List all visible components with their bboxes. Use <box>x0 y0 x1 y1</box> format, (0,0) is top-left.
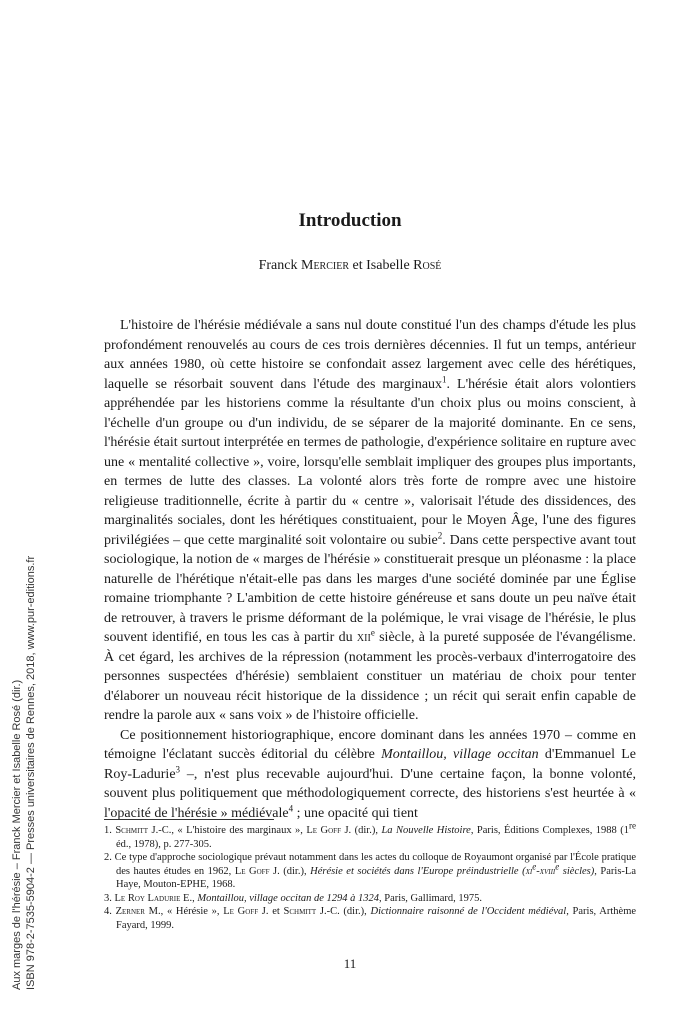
author-name: Le Goff <box>234 865 270 877</box>
footnote-text: , Paris, Éditions Complexes, 1988 (1 <box>470 825 630 836</box>
book-title: Dictionnaire raisonné de l'Occident médiéval <box>370 906 567 917</box>
p1-text-c: . Dans cette perspective avant tout sociologique, la notion de « marges de l'hérésie » constituerait presque un pléonasme : la place naturelle de l'hérétique n'était-elle pas dans les marges d'une société dominée par une Église romaine triomphante ? L'ambition de cette histoire généreuse et sans doute un peu naïve était de retrouver, à travers le prisme déformant de la polémique, le vrai visage de l'hérésie, le plus souvent identifié, en tous les cas à partir du <box>104 532 636 645</box>
footnote-3 <box>104 892 636 906</box>
footnote-text: J. (dir.), <box>340 825 382 836</box>
p2-text-a: Ce positionnement historiographique, encore dominant dans les années 1970 – comme en témoigne l'éclatant succès éditorial du célèbre <box>104 727 636 762</box>
footnote-number: 1. <box>104 825 112 836</box>
book-title <box>310 861 595 877</box>
author-name: Le Roy Ladurie <box>114 892 181 904</box>
footnote-4 <box>104 905 636 932</box>
author-1-last: Mercier <box>301 258 350 273</box>
book-title: Montaillou, village occitan de 1294 à 1324 <box>197 892 380 904</box>
footnote-divider <box>104 819 274 820</box>
footnote-text: J.-C. (dir.), <box>316 906 371 917</box>
footnote-text: J.-C., « L'histoire des marginaux », <box>148 825 307 836</box>
footnote-1 <box>104 820 637 851</box>
footnote-text: , Paris, Arthème Fayard, 1999. <box>116 906 637 931</box>
author-name: Schmitt <box>283 906 317 917</box>
footnote-ref-1[interactable]: 1 <box>442 373 447 384</box>
footnote-text: M., « Hérésie », <box>144 906 224 917</box>
p2-text-c: –, n'est plus recevable aujourd'hui. D'une certaine façon, la bonne volonté, souvent plus politiquement que méthodologiquement correcte, des historiens s'est heurtée à « l'opacité de l'hérésie » médiévale <box>104 766 636 821</box>
page-number: 11 <box>343 956 357 971</box>
century-numeral: xi <box>525 865 533 877</box>
footnote-number: 2. <box>104 852 112 863</box>
century-suffix: e <box>555 861 560 871</box>
footnote-text: E., <box>180 892 198 904</box>
sidebar-line-2: ISBN 978-2-7535-5904-2 — Presses universitaires de Rennes, 2018, www.pur-editions.fr <box>25 555 37 990</box>
footnote-ref-2[interactable]: 2 <box>437 529 443 540</box>
book-title: La Nouvelle Histoire <box>381 825 471 836</box>
author-1-first: Franck <box>258 258 298 273</box>
p2-text-b: d'Emmanuel Le Roy-Ladurie <box>104 747 637 782</box>
footnote-number: 3. <box>104 892 112 904</box>
paragraph-2 <box>104 726 636 824</box>
copyright-sidebar <box>10 460 38 990</box>
footnote-text: J. et <box>258 906 284 917</box>
author-name: Le Goff <box>223 906 259 917</box>
range-dash: - <box>536 865 540 877</box>
authors-and: et <box>352 258 363 273</box>
author-name: Zerner <box>115 906 145 917</box>
footnote-text: , Paris-La Haye, Mouton-EPHE, 1968. <box>116 865 636 890</box>
p1-text-d: siècle, à la pureté supposée de l'évangélisme. À cet égard, les archives de la répression (notamment les procès-verbaux d'interrogatoire des personnes suspectées d'hérésie) semblaient constituer un matériau de choix pour tenter d'élaborer un nouveau récit historique de la dissidence ; un récit qui serait enfin capable de rendre la parole aux « sans voix » de l'histoire officielle. <box>104 630 636 723</box>
century-suffix: e <box>370 627 375 638</box>
book-title-text: siècles) <box>559 865 595 877</box>
footnote-ref-3[interactable]: 3 <box>175 763 181 774</box>
footnote-text: Ce type d'approche sociologique prévaut notamment dans les actes du colloque de Royaumont organisé par l'École pratique des hautes études en 1962, <box>114 852 636 877</box>
footnotes <box>104 820 637 932</box>
footnote-text: J. (dir.), <box>269 865 311 877</box>
p1-text-a: L'histoire de l'hérésie médiévale a sans nul doute constitué l'un des champs d'étude les plus profondément renouvelés au cours de ces trois dernières décennies. Il fut un temps, antérieur aux années 1980, où cette histoire se confondait assez largement avec celle des hérétiques, laquelle se résorbait souvent dans l'étude des marginaux <box>104 318 636 392</box>
p2-text-d: ; une opacité qui tient <box>293 805 418 821</box>
author-2-first: Isabelle <box>366 258 410 273</box>
p1-text-b: . L'hérésie était alors volontiers appréhendée par les historiens comme la résultante d'un choix plus ou moins conscient, à l'échelle d'un groupe ou d'un individu, de se séparer de la majorité dominante. En ce sens, l'hérésie était surtout interprétée en termes de pathologie, d'expérience solitaire en rupture avec une « mentalité collective », voire, lorsqu'elle semblait impliquer des groupes plus importants, en termes de lutte des classes. La volonté alors très forte de rompre avec une histoire religieuse traditionnelle, écrite à partir du « centre », valorisait l'étude des dissidences, des marginalités sociales, dont les hérétiques constituaient, pour le Moyen Âge, l'une des figures privilégiées – que cette marginalité soit volontaire ou subie <box>104 376 636 548</box>
author-name: Le Goff <box>306 825 341 836</box>
footnote-text: , Paris, Gallimard, 1975. <box>379 892 482 904</box>
century-suffix: e <box>532 861 537 871</box>
authors-line <box>0 258 700 274</box>
ordinal-suffix: re <box>629 820 637 831</box>
body-text <box>104 316 636 823</box>
sidebar-line-1: Aux marges de l'hérésie – Franck Mercier et Isabelle Rosé (dir.) <box>11 679 23 990</box>
century-numeral: xii <box>356 630 371 645</box>
author-2-last: Rosé <box>413 258 442 273</box>
footnote-2 <box>104 851 636 892</box>
paragraph-1 <box>104 316 636 726</box>
author-name: Schmitt <box>115 825 149 836</box>
book-title-text: Hérésie et sociétés dans l'Europe préindustrielle ( <box>310 865 526 877</box>
century-numeral: xviii <box>539 865 556 877</box>
footnote-text: éd., 1978), p. 277-305. <box>116 838 212 850</box>
book-title-montaillou: Montaillou, village occitan <box>381 747 539 762</box>
footnote-number: 4. <box>104 906 112 917</box>
chapter-title: Introduction <box>298 210 402 231</box>
footnote-ref-4[interactable]: 4 <box>288 802 294 813</box>
